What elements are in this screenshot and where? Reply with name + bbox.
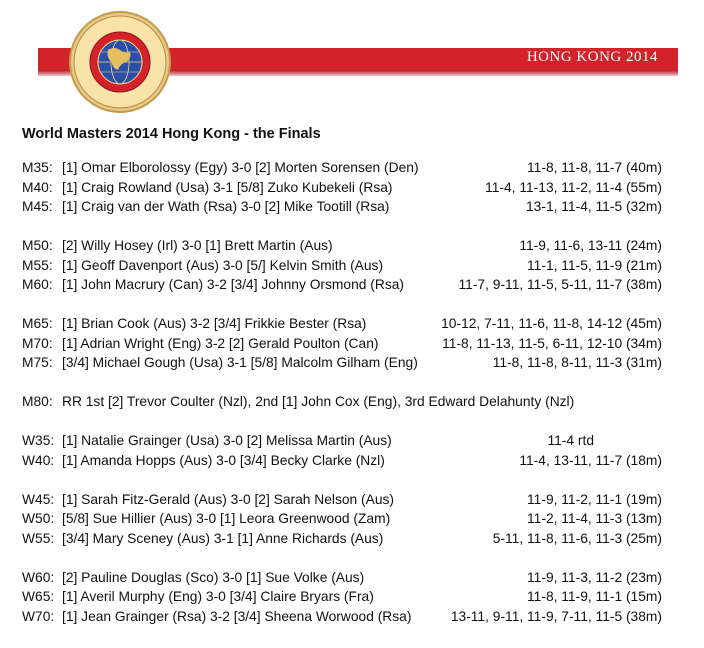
division-code: W60: bbox=[22, 569, 55, 585]
division-code: W50: bbox=[22, 511, 55, 526]
result-row bbox=[22, 314, 672, 334]
result-row bbox=[22, 158, 672, 178]
match-result: [1] Craig Rowland (Usa) 3-1 [5/8] Zuko Kubekeli (Rsa) bbox=[62, 179, 393, 195]
result-row bbox=[22, 568, 672, 588]
match-score: 11-8, 11-8, 8-11, 11-3 (31m) bbox=[492, 355, 662, 370]
page-title: World Masters 2014 Hong Kong - the Finals bbox=[22, 126, 321, 142]
match-result: [1] Brian Cook (Aus) 3-2 [3/4] Frikkie Bester (Rsa) bbox=[62, 316, 367, 331]
result-row bbox=[22, 178, 672, 198]
match-score: 11-2, 11-4, 11-3 (13m) bbox=[527, 511, 662, 526]
result-row bbox=[22, 451, 672, 471]
division-code: M70: bbox=[22, 335, 53, 351]
match-result: [1] Omar Elborolossy (Egy) 3-0 [2] Morten Sorensen (Den) bbox=[62, 160, 419, 175]
match-score: 5-11, 11-8, 11-6, 11-3 (25m) bbox=[492, 530, 662, 546]
result-row bbox=[22, 353, 672, 373]
match-result: [2] Willy Hosey (Irl) 3-0 [1] Brett Martin (Aus) bbox=[62, 238, 333, 253]
match-score: 11-8, 11-8, 11-7 (40m) bbox=[527, 160, 662, 175]
division-code: M55: bbox=[22, 257, 53, 273]
division-code: M60: bbox=[22, 277, 53, 292]
division-code: W55: bbox=[22, 530, 55, 546]
match-score: 11-4, 11-13, 11-2, 11-4 (55m) bbox=[485, 179, 662, 195]
result-row bbox=[22, 490, 672, 510]
match-score: 11-8, 11-13, 11-5, 6-11, 12-10 (34m) bbox=[442, 335, 662, 351]
result-row bbox=[22, 529, 672, 549]
match-score: 10-12, 7-11, 11-6, 11-8, 14-12 (45m) bbox=[441, 316, 662, 331]
match-score: 11-7, 9-11, 11-5, 5-11, 11-7 (38m) bbox=[458, 277, 662, 292]
match-result: [1] Natalie Grainger (Usa) 3-0 [2] Melissa Martin (Aus) bbox=[62, 433, 392, 448]
division-code: M40: bbox=[22, 179, 53, 195]
match-score: 11-1, 11-5, 11-9 (21m) bbox=[527, 257, 662, 273]
match-result: [1] Craig van der Wath (Rsa) 3-0 [2] Mike Tootill (Rsa) bbox=[62, 199, 390, 214]
division-code: W40: bbox=[22, 452, 55, 468]
division-code: W65: bbox=[22, 589, 55, 604]
match-score: 11-4 rtd bbox=[547, 433, 594, 448]
match-score: 11-9, 11-3, 11-2 (23m) bbox=[527, 569, 662, 585]
match-score: 11-9, 11-2, 11-1 (19m) bbox=[527, 491, 662, 507]
match-result: [2] Pauline Douglas (Sco) 3-0 [1] Sue Volke (Aus) bbox=[62, 569, 365, 585]
division-code: W45: bbox=[22, 491, 55, 507]
match-score: 13-1, 11-4, 11-5 (32m) bbox=[526, 199, 662, 214]
match-result: [1] Adrian Wright (Eng) 3-2 [2] Gerald Poulton (Can) bbox=[62, 335, 379, 351]
championship-logo bbox=[68, 10, 172, 114]
result-row bbox=[22, 197, 672, 217]
division-code: M80: bbox=[22, 394, 53, 409]
results-list bbox=[22, 158, 672, 626]
division-code: M50: bbox=[22, 238, 53, 253]
result-row bbox=[22, 509, 672, 529]
result-row bbox=[22, 236, 672, 256]
globe-icon bbox=[98, 40, 142, 84]
match-result: [1] Averil Murphy (Eng) 3-0 [3/4] Claire Bryars (Fra) bbox=[62, 589, 374, 604]
division-code: W35: bbox=[22, 433, 55, 448]
result-row bbox=[22, 275, 672, 295]
match-result: [5/8] Sue Hillier (Aus) 3-0 [1] Leora Greenwood (Zam) bbox=[62, 511, 391, 526]
match-score: 11-9, 11-6, 13-11 (24m) bbox=[519, 238, 662, 253]
division-code: M75: bbox=[22, 355, 53, 370]
result-row bbox=[22, 607, 672, 627]
match-result: RR 1st [2] Trevor Coulter (Nzl), 2nd [1] John Cox (Eng), 3rd Edward Delahunty (Nzl) bbox=[62, 394, 575, 409]
division-code: M45: bbox=[22, 199, 53, 214]
match-result: [1] John Macrury (Can) 3-2 [3/4] Johnny Orsmond (Rsa) bbox=[62, 277, 404, 292]
match-result: [1] Geoff Davenport (Aus) 3-0 [5/] Kelvin Smith (Aus) bbox=[62, 257, 384, 273]
match-score: 11-4, 13-11, 11-7 (18m) bbox=[519, 452, 662, 468]
division-code: M35: bbox=[22, 160, 53, 175]
match-result: [3/4] Mary Sceney (Aus) 3-1 [1] Anne Richards (Aus) bbox=[62, 530, 384, 546]
result-row bbox=[22, 587, 672, 607]
division-code: M65: bbox=[22, 316, 53, 331]
result-row bbox=[22, 334, 672, 354]
header-banner bbox=[28, 0, 678, 112]
result-row bbox=[22, 392, 672, 412]
match-result: [1] Sarah Fitz-Gerald (Aus) 3-0 [2] Sarah Nelson (Aus) bbox=[62, 491, 395, 507]
result-row bbox=[22, 431, 672, 451]
match-score: 11-8, 11-9, 11-1 (15m) bbox=[527, 589, 662, 604]
result-row bbox=[22, 256, 672, 276]
match-score: 13-11, 9-11, 11-9, 7-11, 11-5 (38m) bbox=[450, 608, 662, 624]
match-result: [1] Amanda Hopps (Aus) 3-0 [3/4] Becky Clarke (Nzl) bbox=[62, 452, 385, 468]
division-code: W70: bbox=[22, 608, 55, 624]
match-result: [3/4] Michael Gough (Usa) 3-1 [5/8] Malcolm Gilham (Eng) bbox=[62, 355, 418, 370]
match-result: [1] Jean Grainger (Rsa) 3-2 [3/4] Sheena Worwood (Rsa) bbox=[62, 608, 412, 624]
location-year: HONG KONG 2014 bbox=[526, 49, 658, 65]
